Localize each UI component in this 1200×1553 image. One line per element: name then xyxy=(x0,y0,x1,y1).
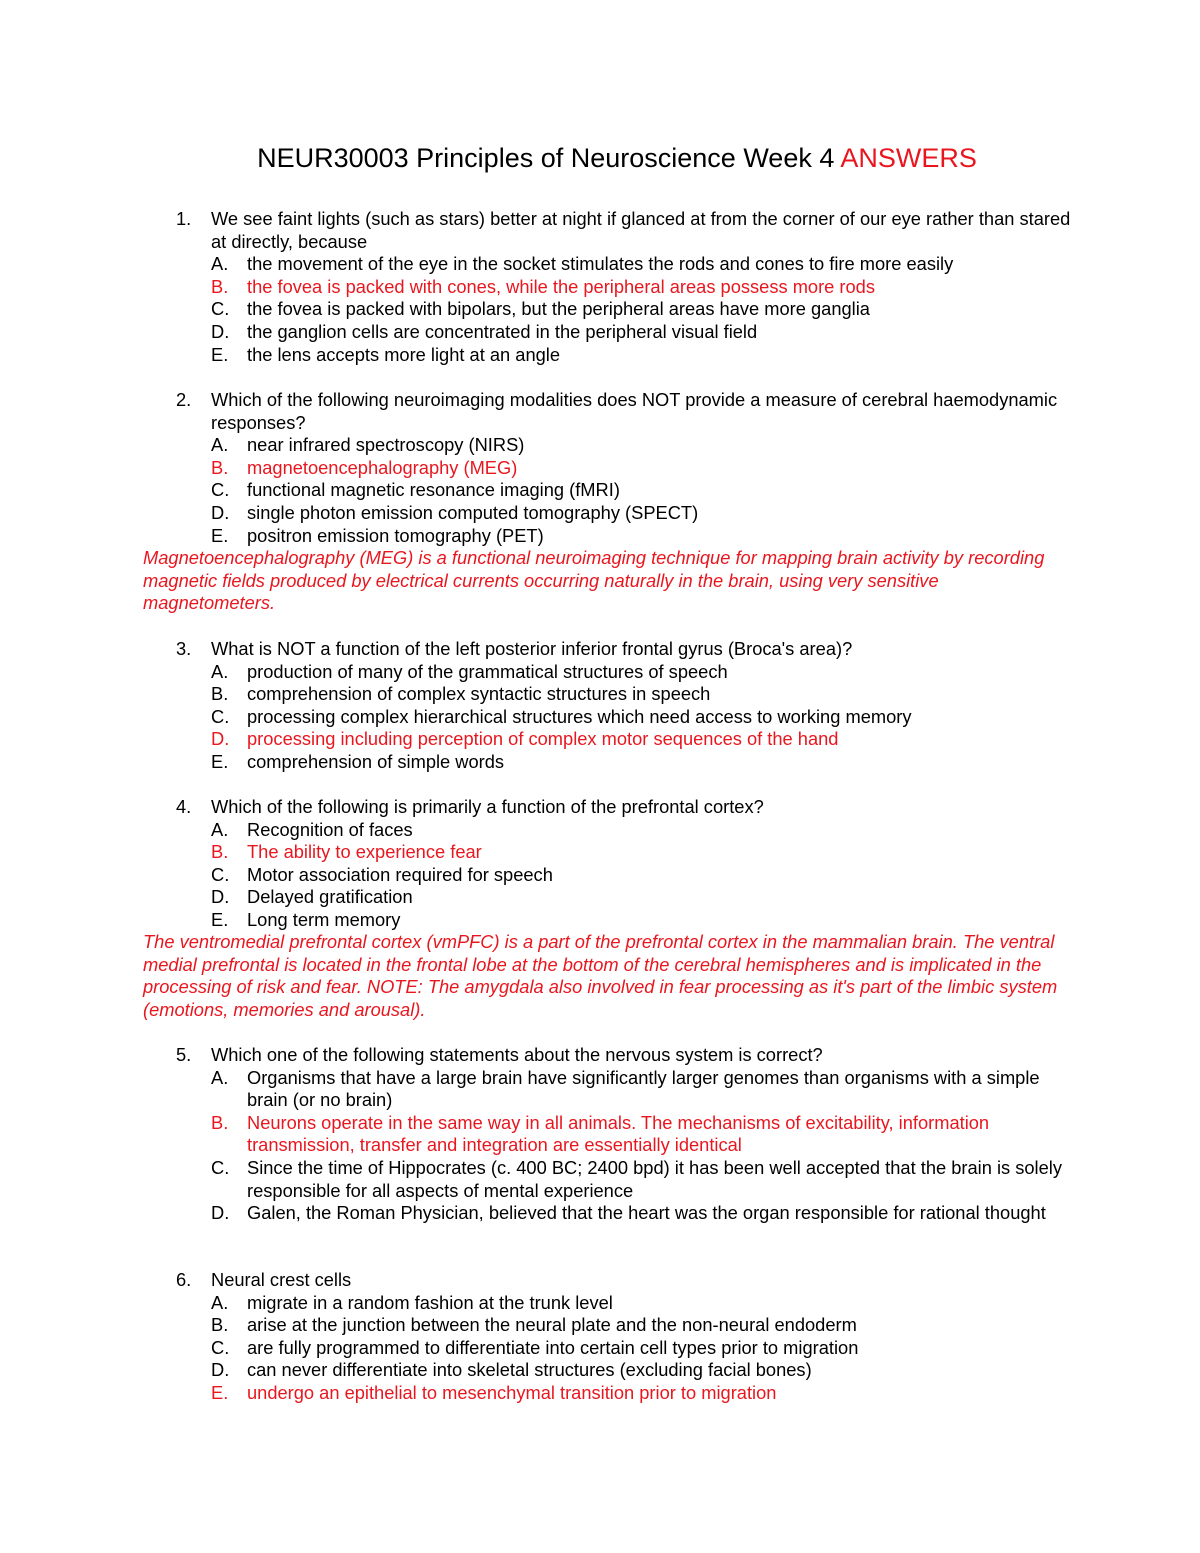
option-a: A. migrate in a random fashion at the trunk level xyxy=(211,1291,613,1313)
explanation-4: The ventromedial prefrontal cortex (vmPFC) is a part of the prefrontal cortex in the mammalian brain. The ventral medial prefrontal is located in the frontal lobe at the bottom of the cerebral hemispheres and is implicated in the processing of risk and fear. NOTE: The amygdala also involved in fear processing as it's part of the limbic system (emotions, memories and arousal). xyxy=(143,931,1058,1020)
question-text: Which of the following is primarily a function of the prefrontal cortex? xyxy=(211,796,764,817)
question-number: 5. xyxy=(176,1044,192,1065)
title-main: NEUR30003 Principles of Neuroscience Week 4 xyxy=(257,143,835,173)
option-a: A. production of many of the grammatical structures of speech xyxy=(211,660,728,682)
question-stem xyxy=(176,1269,1076,1292)
option-d: D. Delayed gratification xyxy=(211,886,413,908)
option-e: E. the lens accepts more light at an angle xyxy=(211,343,561,365)
option-b-correct: B. the fovea is packed with cones, while the peripheral areas possess more rods xyxy=(211,275,875,297)
question-1 xyxy=(176,208,1076,366)
question-stem xyxy=(176,796,1076,819)
question-3 xyxy=(176,638,1076,774)
question-text: Which of the following neuroimaging modalities does NOT provide a measure of cerebral haemodynamic responses? xyxy=(211,389,1058,433)
option-b-correct: B. The ability to experience fear xyxy=(211,841,482,863)
option-b: B. arise at the junction between the neural plate and the non-neural endoderm xyxy=(211,1314,857,1336)
option-c: C. functional magnetic resonance imaging (fMRI) xyxy=(211,479,620,501)
option-a: A. near infrared spectroscopy (NIRS) xyxy=(211,434,525,456)
question-text: What is NOT a function of the left posterior inferior frontal gyrus (Broca's area)? xyxy=(211,638,853,659)
title-answers-label: ANSWERS xyxy=(840,143,977,173)
option-c: C. processing complex hierarchical structures which need access to working memory xyxy=(211,705,912,727)
option-c: C. Since the time of Hippocrates (c. 400 BC; 2400 bpd) it has been well accepted that the brain is solely responsible for all aspects of mental experience xyxy=(211,1156,1062,1201)
question-stem xyxy=(176,638,1076,661)
question-6 xyxy=(176,1269,1076,1405)
option-d: D. single photon emission computed tomography (SPECT) xyxy=(211,501,699,523)
option-b: B. comprehension of complex syntactic structures in speech xyxy=(211,683,711,705)
question-number: 3. xyxy=(176,638,192,659)
option-c: C. are fully programmed to differentiate into certain cell types prior to migration xyxy=(211,1336,859,1358)
question-stem xyxy=(176,1044,1076,1067)
option-a: A. Recognition of faces xyxy=(211,818,413,840)
option-c: C. the fovea is packed with bipolars, but the peripheral areas have more ganglia xyxy=(211,298,870,320)
question-number: 4. xyxy=(176,796,192,817)
question-5 xyxy=(176,1044,1076,1225)
question-2 xyxy=(176,389,1076,547)
question-number: 2. xyxy=(176,389,192,410)
option-e-correct: E. undergo an epithelial to mesenchymal transition prior to migration xyxy=(211,1381,777,1403)
option-d: D. Galen, the Roman Physician, believed that the heart was the organ responsible for rational thought xyxy=(211,1202,1046,1224)
question-text: We see faint lights (such as stars) better at night if glanced at from the corner of our eye rather than stared at directly, because xyxy=(211,208,1071,252)
option-d: D. can never differentiate into skeletal structures (excluding facial bones) xyxy=(211,1359,812,1381)
question-text: Which one of the following statements about the nervous system is correct? xyxy=(211,1044,823,1065)
question-text: Neural crest cells xyxy=(211,1269,352,1290)
question-number: 6. xyxy=(176,1269,192,1290)
option-c: C. Motor association required for speech xyxy=(211,863,553,885)
option-e: E. positron emission tomography (PET) xyxy=(211,524,544,546)
option-b-correct: B. Neurons operate in the same way in all animals. The mechanisms of excitability, information transmission, transfer and integration are essentially identical xyxy=(211,1111,990,1156)
question-stem xyxy=(176,389,1076,434)
option-d-correct: D. processing including perception of complex motor sequences of the hand xyxy=(211,728,839,750)
option-e: E. Long term memory xyxy=(211,908,401,930)
question-stem xyxy=(176,208,1076,253)
option-b-correct: B. magnetoencephalography (MEG) xyxy=(211,456,518,478)
page-title xyxy=(0,140,1200,176)
question-4 xyxy=(176,796,1076,932)
option-a: A. the movement of the eye in the socket stimulates the rods and cones to fire more easily xyxy=(211,253,954,275)
question-number: 1. xyxy=(176,208,192,229)
option-d: D. the ganglion cells are concentrated in the peripheral visual field xyxy=(211,320,758,342)
option-e: E. comprehension of simple words xyxy=(211,750,505,772)
explanation-2: Magnetoencephalography (MEG) is a functional neuroimaging technique for mapping brain activity by recording magnetic fields produced by electrical currents occurring naturally in the brain, using very sensitive magnetometers. xyxy=(143,547,1045,614)
option-a: A. Organisms that have a large brain have significantly larger genomes than organisms with a simple brain (or no brain) xyxy=(211,1066,1040,1111)
